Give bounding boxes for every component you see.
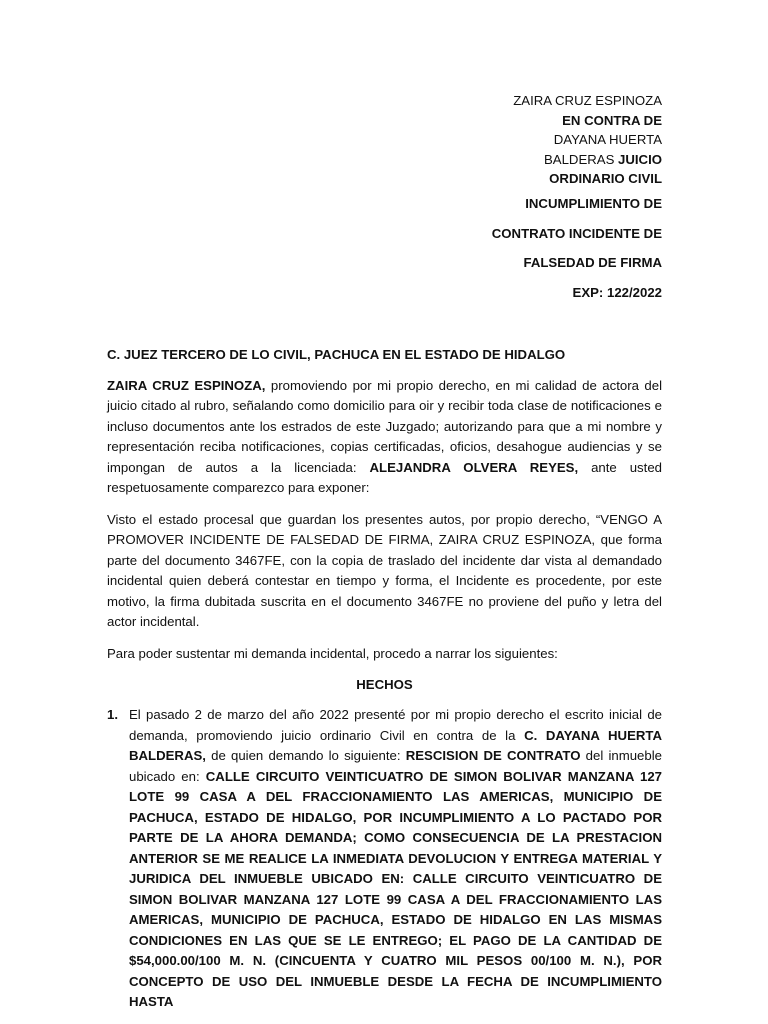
hecho-text-2: de quien demando lo siguiente: xyxy=(205,748,406,763)
case-header xyxy=(513,91,662,189)
defendant-name: C. DAYANA HUERTA BALDERAS, xyxy=(129,727,662,763)
lawyer-name: ALEJANDRA OLVERA REYES, xyxy=(369,459,579,475)
header-line-3: DAYANA HUERTA xyxy=(553,132,662,148)
intro-text-2: ante usted respetuosamente comparezco para exponer: xyxy=(107,459,662,495)
header-sub-3: FALSEDAD DE FIRMA xyxy=(523,255,662,270)
document-body xyxy=(107,345,662,1013)
plaintiff-name: ZAIRA CRUZ ESPINOZA, xyxy=(107,377,266,393)
header-line-5: ORDINARIO CIVIL xyxy=(549,171,662,187)
header-line-1: ZAIRA CRUZ ESPINOZA xyxy=(513,93,662,108)
header-sub-2: CONTRATO INCIDENTE DE xyxy=(491,226,662,241)
header-line-2: EN CONTRA DE xyxy=(562,112,662,128)
paragraph-3: Para poder sustentar mi demanda incidental, procedo a narrar los siguientes: xyxy=(107,645,558,661)
claim-details: CALLE CIRCUITO VEINTICUATRO DE SIMON BOLIVAR MANZANA 127 LOTE 99 CASA A DEL FRACCIONAMIENTO LAS AMERICAS, MUNICIPIO DE PACHUCA, ESTADO DE HIDALGO, POR INCUMPLIMIENTO A LO PACTADO POR PARTE DE LA AHORA DEMANDA; COMO CONSECUENCIA DE LA PRESTACION ANTERIOR SE ME REALICE LA INMEDIATA DEVOLUCION Y ENTREGA MATERIAL Y JURIDICA DEL INMUEBLE UBICADO EN: CALLE CIRCUITO VEINTICUATRO DE SIMON BOLIVAR MANZANA 127 LOTE 99 CASA A DEL FRACCIONAMIENTO LAS AMERICAS, MUNICIPIO DE PACHUCA, ESTADO DE HIDALGO EN LAS MISMAS CONDICIONES EN LAS QUE SE LE ENTREGO; EL PAGO DE LA CANTIDAD DE $54,000.00/100 M. N. (CINCUENTA Y CUATRO MIL PESOS 00/100 M. N.), POR CONCEPTO DE USO DEL INMUEBLE DESDE LA FECHA DE INCUMPLIMIENTO HASTA xyxy=(129,768,663,1009)
addressee: C. JUEZ TERCERO DE LO CIVIL, PACHUCA EN EL ESTADO DE HIDALGO xyxy=(107,347,566,362)
hecho-text xyxy=(129,705,662,1013)
intro-text-1: promoviendo por mi propio derecho, en mi calidad de actora del juicio citado al rubro, señalando como domicilio para oir y recibir toda clase de notificaciones e incluso documentos ante los estrados de este Juzgado; autorizando para que a mi nombre y representación reciba notificaciones, copias certificadas, oficios, desahogue audiencias y se impongan de autos a la licenciada: xyxy=(107,377,662,475)
paragraph-2: Visto el estado procesal que guardan los presentes autos, por propio derecho, “VENGO A PROMOVER INCIDENTE DE FALSEDAD DE FIRMA, ZAIRA CRUZ ESPINOZA, que forma parte del documento 3467FE, con la copia de traslado del incidente dar vista al demandado incidental quien deberá contestar en tiempo y forma, el Incidente es procedente, por este motivo, la firma dubitada suscrita en el documento 3467FE no proviene del puño y letra del actor incidental. xyxy=(107,511,662,629)
hechos-title: HECHOS xyxy=(356,677,413,692)
hecho-text-1: El pasado 2 de marzo del año 2022 presenté por mi propio derecho el escrito inicial de demanda, promoviendo juicio ordinario Civil en contra de la xyxy=(129,707,662,743)
header-sub-1: INCUMPLIMIENTO DE xyxy=(525,196,662,211)
case-number: EXP: 122/2022 xyxy=(572,285,662,300)
hecho-number: 1. xyxy=(107,707,118,722)
header-line-4: BALDERAS JUICIO xyxy=(544,151,662,167)
claim-title: RESCISION DE CONTRATO xyxy=(405,748,581,763)
intro-paragraph xyxy=(107,376,662,499)
hecho-text-3: del inmueble ubicado en: xyxy=(129,748,662,784)
hecho-item-1 xyxy=(107,705,662,1013)
